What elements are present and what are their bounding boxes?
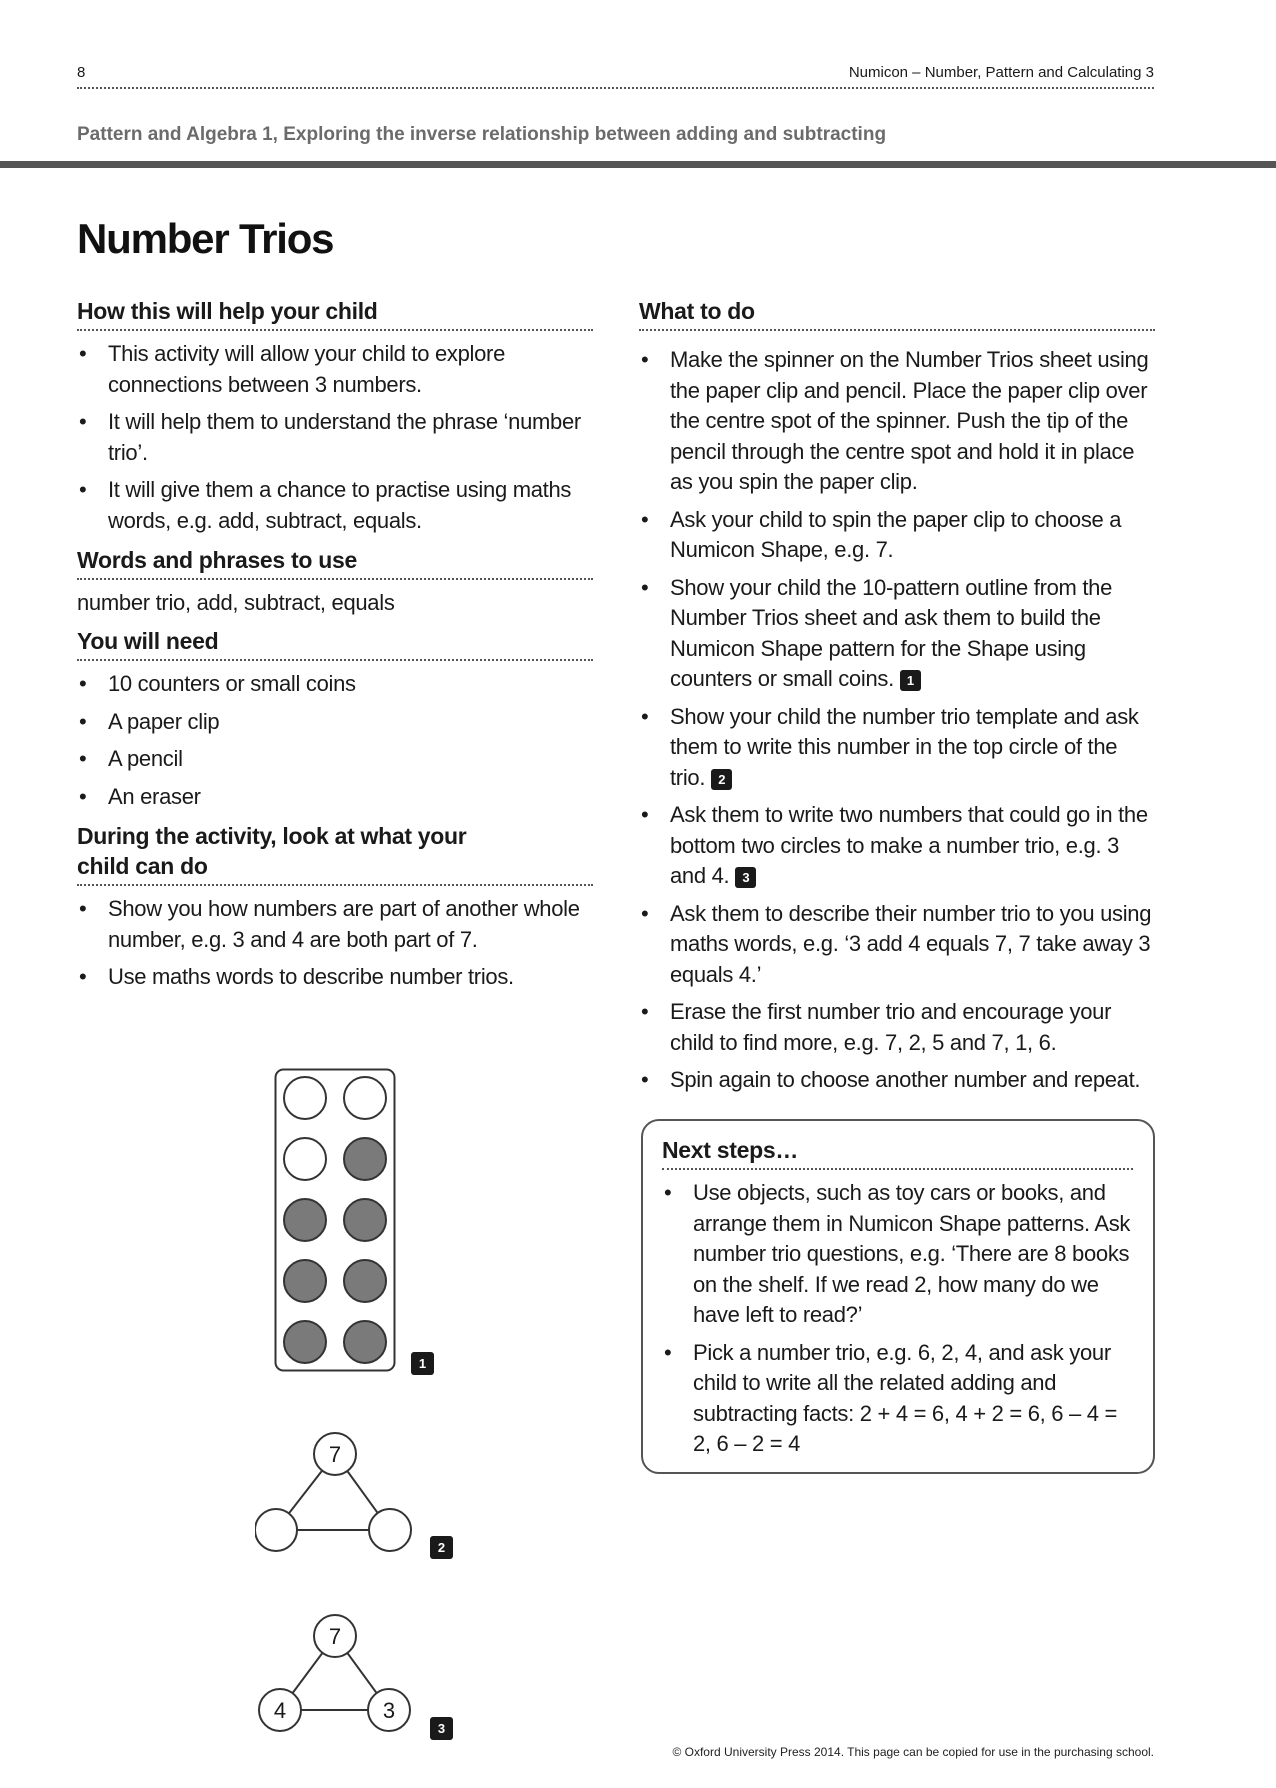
empty-counter-space xyxy=(284,1077,326,1119)
list-item: • A pencil xyxy=(77,744,593,775)
list-item: • Spin again to choose another number and repeat. xyxy=(639,1065,1155,1096)
right-column xyxy=(639,296,1155,1103)
words-text: number trio, add, subtract, equals xyxy=(77,590,395,615)
list-item: • Show your child the 10-pattern outline from the Number Trios sheet and ask them to build the Numicon Shape pattern for the Shape using counters or small coins. 1 xyxy=(639,573,1155,695)
list-item: • Erase the first number trio and encourage your child to find more, e.g. 7, 2, 5 and 7, 1, 6. xyxy=(639,997,1155,1058)
step-badge: 1 xyxy=(900,670,921,691)
next-steps-box xyxy=(641,1119,1155,1474)
list-item: • Ask your child to spin the paper clip to choose a Numicon Shape, e.g. 7. xyxy=(639,505,1155,566)
trio-top-value: 7 xyxy=(328,1442,342,1467)
what-to-do-list xyxy=(639,345,1155,1096)
list-item: • Pick a number trio, e.g. 6, 2, 4, and ask your child to write all the related adding and subtracting facts: 2 + 4 = 6, 4 + 2 = 6, 6 – 4 = 2, 6 – 2 = 4 xyxy=(662,1338,1133,1460)
list-item: • Use maths words to describe number trios. xyxy=(77,962,593,993)
step-badge: 3 xyxy=(735,867,756,888)
list-item: • An eraser xyxy=(77,782,593,813)
figure-badge-1: 1 xyxy=(411,1352,434,1375)
counter xyxy=(284,1260,326,1302)
list-item: • Use objects, such as toy cars or books, and arrange them in Numicon Shape patterns. Ask number trio questions, e.g. ‘There are 8 books on the shelf. If we read 2, how many do we have left to read?’ xyxy=(662,1178,1133,1331)
list-item: • 10 counters or small coins xyxy=(77,669,593,700)
list-item: • This activity will allow your child to explore connections between 3 numbers. xyxy=(77,339,593,400)
trio-right-value: 3 xyxy=(382,1698,396,1723)
trio-right-circle xyxy=(369,1509,411,1551)
section-rule xyxy=(0,161,1276,168)
trio-blank-figure xyxy=(255,1432,415,1567)
list-item: • Show you how numbers are part of another whole number, e.g. 3 and 4 are both part of 7. xyxy=(77,894,593,955)
help-heading: How this will help your child xyxy=(77,296,593,331)
running-title: Numicon – Number, Pattern and Calculating 3 xyxy=(848,64,1154,81)
trio-blank xyxy=(255,1432,415,1562)
page-title: Number Trios xyxy=(77,215,334,262)
list-item: • It will help them to understand the phrase ‘number trio’. xyxy=(77,407,593,468)
list-item: • Show your child the number trio template and ask them to write this number in the top circle of the trio. 2 xyxy=(639,702,1155,794)
trio-top-value: 7 xyxy=(328,1624,342,1649)
need-heading: You will need xyxy=(77,626,593,661)
ten-frame-figure xyxy=(274,1068,396,1377)
next-steps-list xyxy=(662,1178,1133,1460)
list-item: • A paper clip xyxy=(77,707,593,738)
need-list xyxy=(77,669,593,812)
during-list xyxy=(77,894,593,993)
trio-filled-figure xyxy=(255,1614,415,1749)
list-item: • Make the spinner on the Number Trios sheet using the paper clip and pencil. Place the paper clip over the centre spot of the spinner. Push the tip of the pencil through the centre spot and hold it in place as you spin the paper clip. xyxy=(639,345,1155,498)
strand-title: Pattern and Algebra 1, Exploring the inverse relationship between adding and subtracting xyxy=(77,124,887,145)
help-list xyxy=(77,339,593,536)
during-heading-line2: child can do xyxy=(77,853,208,879)
words-heading: Words and phrases to use xyxy=(77,545,593,580)
left-column xyxy=(77,296,593,1000)
header-divider xyxy=(77,87,1154,89)
during-heading xyxy=(77,821,593,886)
counter xyxy=(284,1321,326,1363)
during-heading-line1: During the activity, look at what your xyxy=(77,823,467,849)
ten-frame xyxy=(274,1068,396,1372)
figure-badge-2: 2 xyxy=(430,1536,453,1559)
empty-counter-space xyxy=(344,1077,386,1119)
counter xyxy=(344,1260,386,1302)
next-steps-heading: Next steps… xyxy=(662,1135,1133,1170)
counter xyxy=(284,1199,326,1241)
list-item: • Ask them to write two numbers that could go in the bottom two circles to make a number trio, e.g. 3 and 4. 3 xyxy=(639,800,1155,892)
empty-counter-space xyxy=(284,1138,326,1180)
step-badge: 2 xyxy=(711,769,732,790)
trio-left-value: 4 xyxy=(273,1698,287,1723)
page-number: 8 xyxy=(77,64,86,81)
what-to-do-heading: What to do xyxy=(639,296,1155,331)
counter xyxy=(344,1138,386,1180)
list-item: • Ask them to describe their number trio to you using maths words, e.g. ‘3 add 4 equals 7, 7 take away 3 equals 4.’ xyxy=(639,899,1155,991)
copyright-footer: © Oxford University Press 2014. This page can be copied for use in the purchasing school. xyxy=(672,1745,1154,1759)
trio-left-circle xyxy=(255,1509,297,1551)
counter xyxy=(344,1199,386,1241)
list-item: • It will give them a chance to practise using maths words, e.g. add, subtract, equals. xyxy=(77,475,593,536)
counter xyxy=(344,1321,386,1363)
figure-badge-3: 3 xyxy=(430,1717,453,1740)
trio-filled xyxy=(255,1614,415,1744)
